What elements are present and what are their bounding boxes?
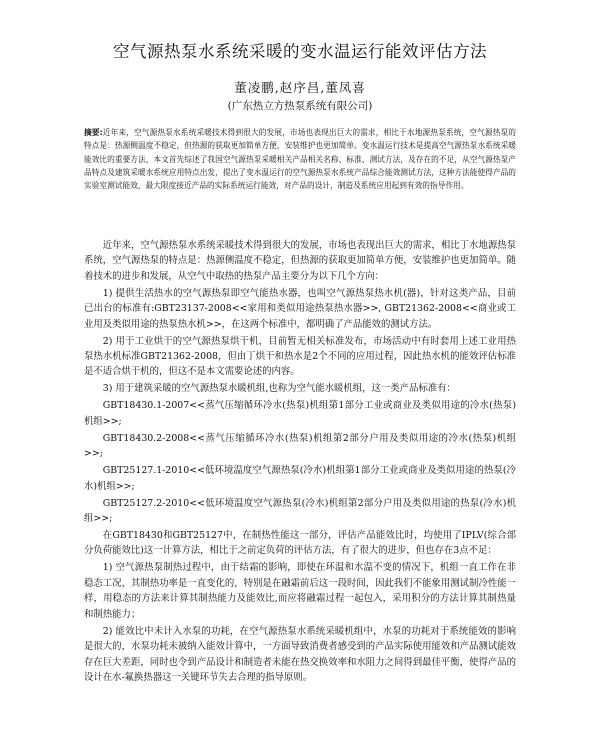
paper-authors: 董凌鹏,赵序昌,董凤喜 xyxy=(234,80,366,95)
paper-affiliation: (广东热立方热泵系统有限公司) xyxy=(227,100,373,112)
body-paragraph: 2) 用于工业烘干的空气源热泵烘干机，目前暂无相关标准发布，市场活动中有时套用上述工业用热泵热水机标准GBT21362-2008，但由丁烘干和热水是2个不同的应用过程，因此热水机的能效评估标准是不适合烘干机的，但这不是本文需要论述的内容。 xyxy=(84,335,516,378)
paper-title: 空气源热泵水系统采暖的变水温运行能效评估方法 xyxy=(113,42,487,61)
standard-item: GBT25127.1-2010<<低环境温度空气源热泵(冷水)机组第1部分工业或商业及类似用途的热泵(冷水)机组>>; xyxy=(84,465,516,492)
abstract xyxy=(84,126,516,192)
body-paragraph: 3) 用于建筑采暖的空气源热泵水暖机组,也称为空气能水暖机组，这一类产品标准有： xyxy=(102,383,456,395)
standard-item: GBT18430.1-2007<<蒸气压缩循环冷水(热泵)机组第1部分工业或商业及类似用途的冷水(热泵)机组>>; xyxy=(84,400,516,427)
body-paragraph: 近年来，空气源热泵水系统采暖技术得到很大的发展，市场也表现出巨大的需求，相比丁水地源热泵系统，空气源热泵的特点是：热源侧温度不稳定，但热源的获取更加简单方便，安装维护也更加简单。随着技术的进步和发展，从空气中取热的热泵产品主要分为以下几个方向： xyxy=(84,240,516,282)
body-paragraph: 2) 能效比中未计入水泵的功耗，在空气源热泵水系统采暖机组中，水泵的功耗对于系统能效的影响是很大的，水泵功耗未被纳入能效计算中，一方面导致消费者感受到的产品实际使用能效和产品测试能效存在巨大差距，同时也令到产品设计和制造者未能在热交换效率和水阻力之间得到最佳平衡，使得产品的设计在水-氟换热器这一关键环节失去合理的指导原则。 xyxy=(84,625,516,683)
body-paragraph: 1) 提供生活热水的空气源热泵即空气能热水器，也叫空气源热泵热水机(器)，针对这类产品，目前已出台的标准有:GBT23137-2008<<家用和类似用途热泵热水器>>, GBT21362-2008<<商业或工业用及类似用途的热泵热水机>>，在这两个标准中，都明确了产品能效的测试方法。 xyxy=(84,287,516,330)
standard-item: GBT25127.2-2010<<低环境温度空气源热泵(冷水)机组第2部分户用及类似用途的热泵(冷水)机组>>; xyxy=(84,497,516,525)
body-paragraph: 在GBT18430和GBT25127中，在制热性能这一部分，评估产品能效比时，均使用了IPLV(综合部分负荷能效比)这一计算方法，相比于之前定负荷的评估方法，有了很大的进步，但也存在3点不足： xyxy=(84,530,516,557)
paper-body xyxy=(84,238,516,687)
abstract-text: 近年来，空气源热泵水系统采暖技术得到很大的发展，市场也表现出巨大的需求，相比于水地源热泵系统，空气源热泵的特点是：热源侧温度不稳定，但热源的获取更加简单方便，安装维护也更加简单。变水温运行技术是提高空气源热泵水系统采暖能效比的重要方法，本文首先综述了我国空气源热泵采暖相关产品相关名称、标准、测试方法，及存在的不足，从空气源热泵产品特点及建筑采暖水系统应用特点出发，提出了变水温运行的空气源热泵水系统产品综合能效测试方法，这种方法能使得产品的实验室测试能效，最大限度接近产品的实际系统运行能效，对产品的设计，制造及系统应用起到有效的指导作用。 xyxy=(84,128,516,191)
body-paragraph: 1) 空气源热泵制热过程中，由于结霜的影响，即使在环温和水温不变的情况下，机组一直工作在非稳态工况，其制热功率是一直变化的，特别是在融霜前后这一段时间，因此我们不能象用测试制冷性能一样，用稳态的方法来计算其制热能力及能效比,而应将融霜过程一起包入，采用积分的方法计算其制热量和制热能力； xyxy=(84,562,516,620)
standard-item: GBT18430.2-2008<<蒸气压缩循环冷水(热泵)机组第2部分户用及类似用途的冷水(热泵)机组>>; xyxy=(84,432,516,460)
abstract-label: 摘要: xyxy=(84,128,103,137)
